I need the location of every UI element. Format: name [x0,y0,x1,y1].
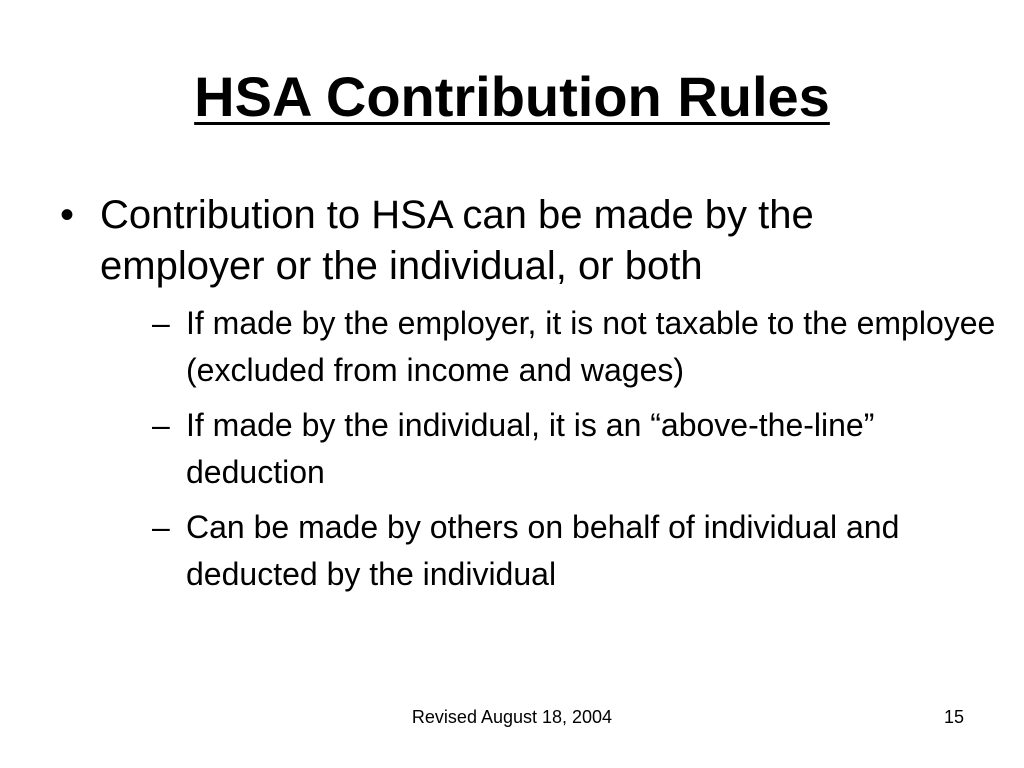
sub-bullet-item [140,300,1008,394]
sub-bullet-item [140,402,1008,496]
bullet-text: Contribution to HSA can be made by the employer or the individual, or both [100,193,814,288]
sub-bullet-marker: – [152,407,170,443]
footer-revised-date: Revised August 18, 2004 [411,707,613,727]
sub-bullet-marker: – [152,509,170,545]
bullet-item [60,190,996,598]
sub-bullet-item [140,504,1008,598]
sub-bullet-text: Can be made by others on behalf of individual and deducted by the individual [186,509,900,592]
sub-bullet-text: If made by the employer, it is not taxable to the employee (excluded from income and wages) [186,305,996,388]
sub-bullet-marker: – [152,305,170,341]
bullet-list [60,190,996,606]
sub-bullet-text: If made by the individual, it is an “above-the-line” deduction [186,407,875,490]
bullet-marker: • [60,193,75,237]
sub-bullet-list [100,300,996,598]
slide-title: HSA Contribution Rules [194,65,830,128]
page-number: 15 [943,707,964,727]
